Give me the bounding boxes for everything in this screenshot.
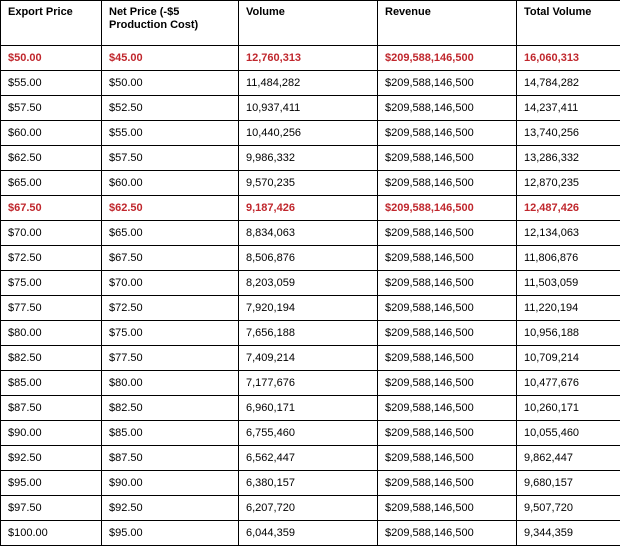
net-price-cell: $45.00 bbox=[102, 46, 239, 71]
volume-cell: 10,937,411 bbox=[239, 96, 378, 121]
table-body bbox=[1, 46, 620, 546]
revenue-cell: $209,588,146,500 bbox=[378, 446, 517, 471]
header-export-price: Export Price bbox=[1, 1, 102, 46]
volume-cell: 8,203,059 bbox=[239, 271, 378, 296]
header-revenue: Revenue bbox=[378, 1, 517, 46]
revenue-cell: $209,588,146,500 bbox=[378, 396, 517, 421]
table-row bbox=[1, 296, 620, 321]
table-row bbox=[1, 521, 620, 546]
net-price-cell: $52.50 bbox=[102, 96, 239, 121]
net-price-cell: $95.00 bbox=[102, 521, 239, 546]
volume-cell: 11,484,282 bbox=[239, 71, 378, 96]
table-row bbox=[1, 396, 620, 421]
volume-cell: 6,207,720 bbox=[239, 496, 378, 521]
export-price-cell: $97.50 bbox=[1, 496, 102, 521]
table-row bbox=[1, 271, 620, 296]
table-row bbox=[1, 46, 620, 71]
revenue-cell: $209,588,146,500 bbox=[378, 471, 517, 496]
total-volume-cell: 10,709,214 bbox=[517, 346, 620, 371]
revenue-cell: $209,588,146,500 bbox=[378, 371, 517, 396]
table-row bbox=[1, 71, 620, 96]
export-price-cell: $70.00 bbox=[1, 221, 102, 246]
export-price-cell: $50.00 bbox=[1, 46, 102, 71]
volume-cell: 6,755,460 bbox=[239, 421, 378, 446]
volume-cell: 10,440,256 bbox=[239, 121, 378, 146]
export-price-cell: $85.00 bbox=[1, 371, 102, 396]
total-volume-cell: 9,862,447 bbox=[517, 446, 620, 471]
total-volume-cell: 9,344,359 bbox=[517, 521, 620, 546]
revenue-cell: $209,588,146,500 bbox=[378, 196, 517, 221]
total-volume-cell: 9,680,157 bbox=[517, 471, 620, 496]
revenue-cell: $209,588,146,500 bbox=[378, 171, 517, 196]
table-row bbox=[1, 421, 620, 446]
net-price-cell: $77.50 bbox=[102, 346, 239, 371]
export-price-cell: $57.50 bbox=[1, 96, 102, 121]
volume-cell: 9,187,426 bbox=[239, 196, 378, 221]
net-price-cell: $87.50 bbox=[102, 446, 239, 471]
table-row bbox=[1, 221, 620, 246]
revenue-cell: $209,588,146,500 bbox=[378, 271, 517, 296]
export-price-cell: $75.00 bbox=[1, 271, 102, 296]
volume-cell: 8,834,063 bbox=[239, 221, 378, 246]
table-row bbox=[1, 121, 620, 146]
volume-cell: 6,562,447 bbox=[239, 446, 378, 471]
net-price-cell: $57.50 bbox=[102, 146, 239, 171]
revenue-cell: $209,588,146,500 bbox=[378, 46, 517, 71]
volume-cell: 9,570,235 bbox=[239, 171, 378, 196]
revenue-cell: $209,588,146,500 bbox=[378, 346, 517, 371]
table-row bbox=[1, 196, 620, 221]
total-volume-cell: 12,870,235 bbox=[517, 171, 620, 196]
net-price-cell: $80.00 bbox=[102, 371, 239, 396]
net-price-cell: $85.00 bbox=[102, 421, 239, 446]
total-volume-cell: 12,487,426 bbox=[517, 196, 620, 221]
table-row bbox=[1, 96, 620, 121]
total-volume-cell: 13,286,332 bbox=[517, 146, 620, 171]
volume-cell: 6,380,157 bbox=[239, 471, 378, 496]
net-price-cell: $92.50 bbox=[102, 496, 239, 521]
table-row bbox=[1, 346, 620, 371]
total-volume-cell: 11,220,194 bbox=[517, 296, 620, 321]
export-price-cell: $90.00 bbox=[1, 421, 102, 446]
net-price-cell: $60.00 bbox=[102, 171, 239, 196]
table-row bbox=[1, 171, 620, 196]
revenue-cell: $209,588,146,500 bbox=[378, 71, 517, 96]
revenue-cell: $209,588,146,500 bbox=[378, 296, 517, 321]
net-price-cell: $90.00 bbox=[102, 471, 239, 496]
header-total-volume: Total Volume bbox=[517, 1, 620, 46]
total-volume-cell: 11,806,876 bbox=[517, 246, 620, 271]
export-price-cell: $87.50 bbox=[1, 396, 102, 421]
total-volume-cell: 16,060,313 bbox=[517, 46, 620, 71]
revenue-cell: $209,588,146,500 bbox=[378, 121, 517, 146]
volume-cell: 7,920,194 bbox=[239, 296, 378, 321]
table-row bbox=[1, 321, 620, 346]
net-price-cell: $55.00 bbox=[102, 121, 239, 146]
revenue-cell: $209,588,146,500 bbox=[378, 496, 517, 521]
total-volume-cell: 13,740,256 bbox=[517, 121, 620, 146]
table-row bbox=[1, 146, 620, 171]
export-price-cell: $80.00 bbox=[1, 321, 102, 346]
table-row bbox=[1, 246, 620, 271]
net-price-cell: $67.50 bbox=[102, 246, 239, 271]
total-volume-cell: 11,503,059 bbox=[517, 271, 620, 296]
revenue-cell: $209,588,146,500 bbox=[378, 421, 517, 446]
net-price-cell: $65.00 bbox=[102, 221, 239, 246]
header-row bbox=[1, 1, 620, 46]
net-price-cell: $62.50 bbox=[102, 196, 239, 221]
table-row bbox=[1, 496, 620, 521]
net-price-cell: $82.50 bbox=[102, 396, 239, 421]
table-row bbox=[1, 371, 620, 396]
export-price-cell: $92.50 bbox=[1, 446, 102, 471]
table-header bbox=[1, 1, 620, 46]
net-price-cell: $50.00 bbox=[102, 71, 239, 96]
revenue-cell: $209,588,146,500 bbox=[378, 146, 517, 171]
export-price-cell: $82.50 bbox=[1, 346, 102, 371]
revenue-cell: $209,588,146,500 bbox=[378, 96, 517, 121]
volume-cell: 6,044,359 bbox=[239, 521, 378, 546]
export-price-cell: $67.50 bbox=[1, 196, 102, 221]
net-price-cell: $72.50 bbox=[102, 296, 239, 321]
total-volume-cell: 10,477,676 bbox=[517, 371, 620, 396]
export-price-cell: $95.00 bbox=[1, 471, 102, 496]
total-volume-cell: 14,237,411 bbox=[517, 96, 620, 121]
total-volume-cell: 12,134,063 bbox=[517, 221, 620, 246]
total-volume-cell: 9,507,720 bbox=[517, 496, 620, 521]
header-volume: Volume bbox=[239, 1, 378, 46]
table-row bbox=[1, 446, 620, 471]
revenue-cell: $209,588,146,500 bbox=[378, 246, 517, 271]
export-price-cell: $65.00 bbox=[1, 171, 102, 196]
volume-cell: 8,506,876 bbox=[239, 246, 378, 271]
volume-cell: 7,409,214 bbox=[239, 346, 378, 371]
total-volume-cell: 10,956,188 bbox=[517, 321, 620, 346]
export-price-cell: $55.00 bbox=[1, 71, 102, 96]
revenue-cell: $209,588,146,500 bbox=[378, 321, 517, 346]
revenue-cell: $209,588,146,500 bbox=[378, 221, 517, 246]
volume-cell: 9,986,332 bbox=[239, 146, 378, 171]
total-volume-cell: 10,055,460 bbox=[517, 421, 620, 446]
export-price-cell: $100.00 bbox=[1, 521, 102, 546]
net-price-cell: $70.00 bbox=[102, 271, 239, 296]
table-row bbox=[1, 471, 620, 496]
net-price-cell: $75.00 bbox=[102, 321, 239, 346]
total-volume-cell: 14,784,282 bbox=[517, 71, 620, 96]
export-price-cell: $72.50 bbox=[1, 246, 102, 271]
total-volume-cell: 10,260,171 bbox=[517, 396, 620, 421]
export-price-cell: $60.00 bbox=[1, 121, 102, 146]
volume-cell: 7,177,676 bbox=[239, 371, 378, 396]
export-price-cell: $77.50 bbox=[1, 296, 102, 321]
revenue-cell: $209,588,146,500 bbox=[378, 521, 517, 546]
volume-cell: 6,960,171 bbox=[239, 396, 378, 421]
volume-cell: 7,656,188 bbox=[239, 321, 378, 346]
export-price-cell: $62.50 bbox=[1, 146, 102, 171]
volume-cell: 12,760,313 bbox=[239, 46, 378, 71]
header-net-price: Net Price (-$5 Production Cost) bbox=[102, 1, 239, 46]
